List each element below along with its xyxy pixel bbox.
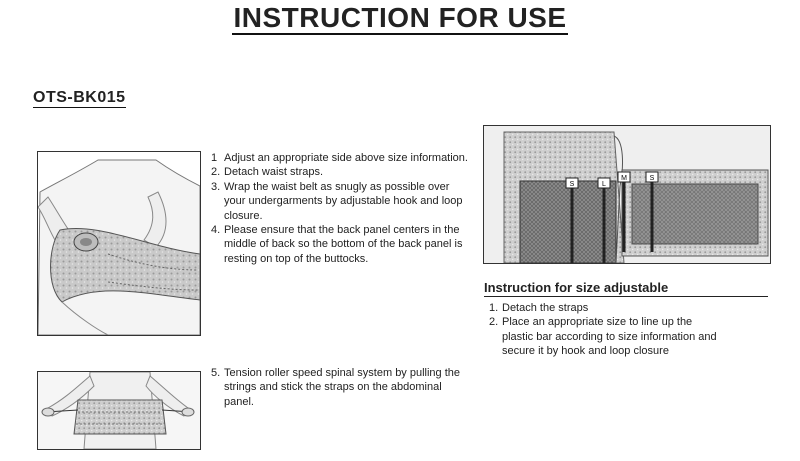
figure-tension-straps	[37, 371, 201, 450]
figure-size-adjustment	[483, 125, 771, 264]
size-adjust-step: 2. Place an appropriate size to line up the plastic bar according to size information and secure it by hook and loop closure	[489, 316, 717, 358]
svg-text:L: L	[602, 181, 606, 188]
size-tag	[598, 178, 610, 188]
instruction-step: 2. Detach waist straps.	[211, 166, 324, 179]
size-tag	[566, 178, 578, 188]
svg-text:M: M	[621, 175, 627, 182]
size-adjust-steps	[489, 301, 769, 359]
instruction-step: 5. Tension roller speed spinal system by pulling the strings and stick the straps on the abdominal panel.	[211, 367, 461, 408]
size-tag	[646, 172, 658, 182]
instruction-step-5	[211, 366, 471, 409]
svg-text:S: S	[569, 181, 575, 188]
instruction-step: 3. Wrap the waist belt as snugly as possible over your undergarments by adjustable hook and loop closure.	[211, 180, 463, 222]
page-title: INSTRUCTION FOR USE	[233, 2, 567, 33]
size-adjust-heading: Instruction for size adjustable	[484, 280, 768, 297]
instruction-step: 4. Please ensure that the back panel centers in the middle of back so the bottom of the back panel is resting on top of the buttocks.	[211, 224, 463, 265]
size-tag	[618, 172, 630, 182]
instruction-step: 1 Adjust an appropriate side above size information.	[211, 152, 468, 164]
size-adjust-step: 1. Detach the straps	[489, 302, 589, 314]
instruction-steps-list	[211, 151, 471, 266]
svg-text:S: S	[649, 175, 655, 182]
model-code: OTS-BK015	[33, 89, 126, 106]
figure-waist-belt-back	[37, 151, 201, 336]
